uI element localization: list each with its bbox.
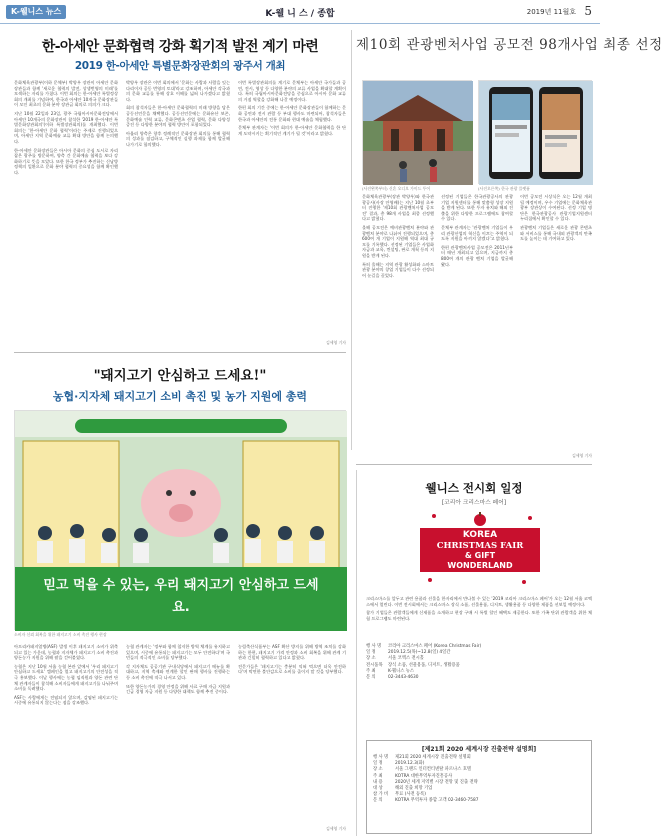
info-value: 2019.12.5(목)~12.8(일) 4일간 (388, 650, 451, 656)
info-key: 문 의 (366, 675, 376, 681)
article1-title: 한-아세안 문화협력 강화 획기적 발전 계기 마련 (41, 39, 319, 55)
article3-subtitle: 농협·지자체 돼지고기 소비 촉진 및 농가 지원에 총력 (52, 390, 308, 403)
article4-p1: 크리스마스를 앞두고 관련 용품과 선물을 한자리에서 만나볼 수 있는 '2019 코리아 크리스마스 페어'가 오는 12월 서울 코엑스에서 열린다. 이번 전시회에서는 크리스마스 장식 소품, 선물용품, 디저트, 생활용품 등 다양한 제품을 선보일 예정이다. (366, 596, 592, 607)
article2-c1-p1: 문화체육관광부(장관 박양우)와 한국관광공사(사장 안영배)는 지난 10월 초부터 진행한 '제10회 관광벤처사업 공모전' 결과, 총 98개 사업을 최종 선정했다고 밝혔다. (362, 194, 434, 222)
christmas-fair-poster (420, 508, 540, 590)
info-key: 주 최 (373, 773, 383, 779)
info-row (366, 675, 592, 681)
issue-date: 2019년 11월호 (526, 8, 576, 16)
info-row (373, 798, 587, 804)
info-key: 내 용 (373, 779, 383, 785)
article2-photo-1 (362, 80, 472, 184)
campaign-banner-text: 믿고 먹을 수 있는, 우리 돼지고기 안심하고 드세요. (43, 578, 319, 615)
article1-c1-p2: 지난 10월 22일과 23일, 광주 국립아시아문화전당에서 아세안 10개국의 문화장관이 참석한 '2019 한-아세안 특별문화장관회의'(이하 특별장관회의)를 개최했다. 이번 회의는 '한-아세안 문화 협력'이라는 주제로 진행되었으며, 아세안 지역 문화예술 교류 확대 방안을 함께 논의했다. (14, 110, 118, 144)
publication-logo: K-웰니스 뉴스 (6, 5, 66, 19)
info-value: 무료 (사전 등록) (395, 792, 426, 798)
info-value: 2020년 세계 지역별 시장 전망 및 진출 전략 (395, 779, 478, 785)
info-value: 코리아 크리스마스 페어 (Korea Christmas Fair) (388, 644, 482, 649)
article2-c3-p1: 이번 공모전 시상식은 오는 12월 개최될 예정이며, 우수 기업에는 문화체육관광부 장관상이 수여된다. 선정 기업 명단은 한국관광공사 관광기업지원센터 누리집에서 확인할 수 있다. (520, 194, 592, 222)
article4-p2: 참가 기업들은 관람객들에게 신제품을 소개하고 현장 구매 시 특별 할인 혜택도 제공한다. 또한 가족 단위 관람객을 위한 체험 프로그램도 마련된다. (366, 610, 592, 621)
article3-credit: 김세영 기자 (325, 826, 346, 831)
article1-c1-p1: 문화체육관광부(이하 문체부) 박양우 장관이 아세안 문화장관들과 함께 '새로운 협력의 발전, 상생번영의 미래'를 모색하는 자리를 가졌다. 이번 회의는 한-아세안 특별정상회의 개최를 기념하여, 한국과 아세안 10개국 문화장관들이 모인 최초의 문화 분야 장관급 회의로 의의가 크다. (14, 80, 118, 108)
article3-title: "돼지고기 안심하고 드세요!" (93, 368, 267, 384)
article1-credit: 김세영 기자 (325, 340, 346, 345)
info-value: KOTRA 무역투자 종합 고객 02-3460-7587 (395, 798, 479, 804)
info-key: 일 정 (366, 650, 376, 656)
article4-subtitle: [코리아 크리스마스 페어] (441, 500, 507, 506)
info-key: 주 최 (366, 668, 376, 674)
poster-line-gift: & GIFT (464, 551, 496, 560)
article2-credit: 김세영 기자 (571, 453, 592, 458)
info-key: 참 가 비 (373, 792, 389, 798)
info-key: 문 의 (373, 798, 383, 804)
column-divider (356, 470, 357, 836)
article1-column-3 (238, 80, 346, 336)
article1-column-1 (14, 80, 118, 336)
article3-c3-p2: 전문가들은 '돼지고기는 충분히 익혀 먹으면 더욱 안전하다'며 막연한 불안감으로 소비를 줄이지 말 것을 당부했다. (238, 663, 346, 675)
info-key: 전시품목 (366, 662, 383, 668)
article2-c1-p3: 특히 올해는 지역 관광 활성화와 스마트 관광 분야의 창업 기업들이 다수 선정되어 눈길을 끌었다. (362, 261, 434, 278)
article1-c2-p2: 회의 참석자들은 한-아세안 문화협력의 미래 방향을 담은 공동선언문을 채택했다. 공동선언문에는 문화유산 보존, 문화예술 인력 교류, 문화콘텐츠 산업 협력, 문화 다양성 증진 등 다양한 분야의 협력 방안이 포함되었다. (126, 105, 230, 128)
article3-event-photo (14, 410, 346, 630)
temple-photo-image (363, 81, 473, 185)
article2-c1-p2: 올해 공모전은 예비관광벤처 분야와 관광벤처 분야로 나뉘어 진행되었으며, 총 600여 개 기업이 지원해 역대 최대 규모를 기록했다. 선정된 기업들은 사업화 자금과 교육, 컨설팅, 판로 개척 등의 지원을 받게 된다. (362, 224, 434, 258)
info-value: 해외 진출 희망 기업 (395, 786, 433, 792)
christmas-fair-info (366, 644, 592, 681)
info-key: 장 소 (366, 656, 376, 662)
article1-c2-p1: 박양우 장관은 이번 회의에서 '문화는 사람과 사람을 잇는 다리이자 공동 번영의 토대'라고 강조하며, 아세안 각국과의 문화 교류를 통해 상호 이해를 넓혀 나가겠다고 밝혔다. (126, 80, 230, 102)
article3-column-3 (238, 644, 346, 824)
article3-column-2 (126, 644, 230, 834)
article2-column-2 (441, 194, 513, 450)
info-key: 장 소 (373, 767, 383, 773)
article3-column-1 (14, 644, 118, 834)
article1-column-2 (126, 80, 230, 336)
info-key: 대 상 (373, 786, 383, 792)
info-value: 제21회 2020 세계시장 진출전략 설명회 (395, 755, 471, 760)
article3-c3-p1: 농림축산식품부는 ASF 확산 방지를 위해 방역 조치를 강화하는 한편, 돼지고기 가격 안정과 소비 회복을 위해 관계 기관과 긴밀히 협력하고 있다고 밝혔다. (238, 644, 346, 661)
page-number: 5 (584, 4, 592, 18)
phone-app-photo-image (479, 81, 593, 185)
article3-c1-p2: 농협은 지난 10월 서울 농협 본관 앞에서 '우리 돼지고기 안심하고 드세요' 캠페인을 열고 돼지고기의 안전성을 적극 홍보했다. 이날 행사에는 농협 임직원과 양돈 관련 단체 관계자들이 참석해 소비자들에게 돼지고기를 나눠주며 소비를 독려했다. (14, 663, 118, 692)
info-value: 장식 소품, 선물용품, 디저트, 생활용품 (388, 662, 460, 668)
article1-subtitle: 2019 한-아세안 특별문화장관회의 광주서 개최 (74, 60, 286, 72)
article2-photo-2 (478, 80, 592, 184)
article3-photo-caption: 소비자 신뢰 회복을 위한 돼지고기 소비 촉진 행사 현장 (14, 632, 107, 637)
article2-c2-p3: 한편 관광벤처사업 공모전은 2011년부터 매년 개최되고 있으며, 지금까지 총 800여 개의 관광 벤처 기업을 발굴해 왔다. (441, 244, 513, 267)
info-value: 서울 코엑스 전시홀 (388, 656, 424, 662)
article4-title: 웰니스 전시회 일정 (425, 481, 523, 495)
article1-c1-p3: 한-아세안 문화장관들은 아시아 문화의 중심 도시로 자리 잡은 광주를 방문하여, 양측 간 문화예술 협력을 보다 강화하기로 뜻을 모았다. 또한 한국 정부가 추진하는 신남방정책의 일환으로 문화 분야 협력의 중요성을 함께 확인했다. (14, 147, 118, 175)
export-briefing-info (373, 755, 587, 805)
article1-c3-p1: 이번 특별장관회의를 계기로 문체부는 아세안 국가들과 공연, 전시, 영상 등 다양한 분야의 교류 사업을 확대할 계획이다. 특히 국립아시아문화전당을 중심으로 아시아 문화 교류의 거점 역할을 강화해 나갈 예정이다. (238, 80, 346, 102)
info-value: 서울 그랜드 인터컨티넨탈 파르나스 호텔 (395, 767, 472, 773)
article2-c2-p1: 선정된 기업들은 한국관광공사의 관광기업 지원센터를 통해 맞춤형 성장 지원을 받게 된다. 또한 투자 유치와 해외 진출을 위한 다양한 프로그램에도 참여할 수 있다. (441, 194, 513, 222)
article-divider (14, 352, 346, 353)
article1-c3-p3: 문체부 관계자는 '이번 회의가 한-아세안 문화협력을 한 단계 도약시키는 획기적인 계기가 될 것'이라고 밝혔다. (238, 125, 346, 136)
article3-c2-p3: 또한 양돈농가의 경영 안정을 위해 사료 구매 자금 지원과 긴급 경영 자금 지원 등 다양한 대책도 함께 추진 중이다. (126, 683, 230, 695)
export-briefing-box (366, 740, 592, 834)
article3-c2-p2: 각 지자체도 공공기관 구내식당에서 돼지고기 메뉴를 확대하고, 지역 축제와 연계한 할인 판매 행사를 진행하는 등 소비 촉진에 적극 나서고 있다. (126, 663, 230, 680)
article2-c2-p2: 문체부 관계자는 '관광벤처 기업들이 우리 관광산업의 혁신을 이끄는 주역이 되도록 지원을 아끼지 않겠다'고 밝혔다. (441, 224, 513, 242)
poster-line-christmas-fair: CHRISTMAS FAIR (436, 541, 524, 551)
info-value: K-웰니스 뉴스 (388, 668, 415, 674)
section-title: K-웰 니 스 / 종합 (265, 9, 335, 19)
article2-title: 제10회 관광벤처사업 공모전 98개사업 최종 선정 (356, 37, 663, 53)
article-divider (356, 464, 592, 465)
poster-line-wonderland: WONDERLAND (447, 561, 513, 570)
poster-line-korea: KOREA (462, 530, 498, 540)
article4-body (366, 596, 592, 640)
article2-column-3 (520, 194, 592, 450)
info-value: 2019.12.3(화) (395, 761, 425, 767)
article3-c1-p1: 아프리카돼지열병(ASF) 발생 이후 돼지고기 소비가 위축되고 있는 가운데, 농협과 지자체가 돼지고기 소비 촉진과 양돈농가 지원을 위해 팔을 걷어붙였다. (14, 644, 118, 661)
export-briefing-title: [제21회 2020 세계시장 진출전략 설명회] (421, 746, 537, 753)
page-header (0, 0, 600, 24)
article2-column-1 (362, 194, 434, 450)
article2-photo-1-caption: (사진왼쪽부터) 신혼 오디오 가이드 투어 (362, 186, 431, 191)
article3-c1-p3: ASF는 사람에게는 전염되지 않으며, 감염된 돼지고기는 시중에 유통되지 않는다는 점을 강조했다. (14, 694, 118, 706)
info-key: 일 정 (373, 761, 383, 767)
article3-c2-p1: 농협 관계자는 '정부와 함께 철저한 방역 체계를 유지하고 있으며, 시중에 유통되는 돼지고기는 모두 안전하다'며 국민들의 적극적인 소비를 당부했다. (126, 644, 230, 661)
info-value: 02-3443-4630 (388, 675, 419, 681)
info-key: 행 사 명 (366, 644, 382, 649)
info-key: 행 사 명 (373, 755, 389, 760)
article1-c3-p2: 한편 회의 기간 중에는 한-아세안 문화장관들이 함께하는 문화 공연과 전시 관람 등 부대 행사도 마련되어, 참석자들은 한국과 아세안의 전통 문화와 현대 예술을 체험했다. (238, 105, 346, 122)
info-value: KOTRA 대한무역투자진흥공사 (395, 773, 453, 779)
article2-photo-2-caption: (사진오른쪽) 한국 관광 플랫폼 (478, 186, 530, 191)
column-divider (351, 30, 352, 450)
article1-c2-p3: 아울러 양측은 향후 정례적인 문화장관 회의를 통해 협력의 성과를 점검하고, 구체적인 실행 과제를 함께 발굴해 나가기로 합의했다. (126, 130, 230, 147)
article2-c3-p2: 관광벤처 기업들은 새로운 관광 콘텐츠와 서비스를 통해 국내외 관광객의 만족도를 높이는 데 기여하고 있다. (520, 224, 592, 242)
